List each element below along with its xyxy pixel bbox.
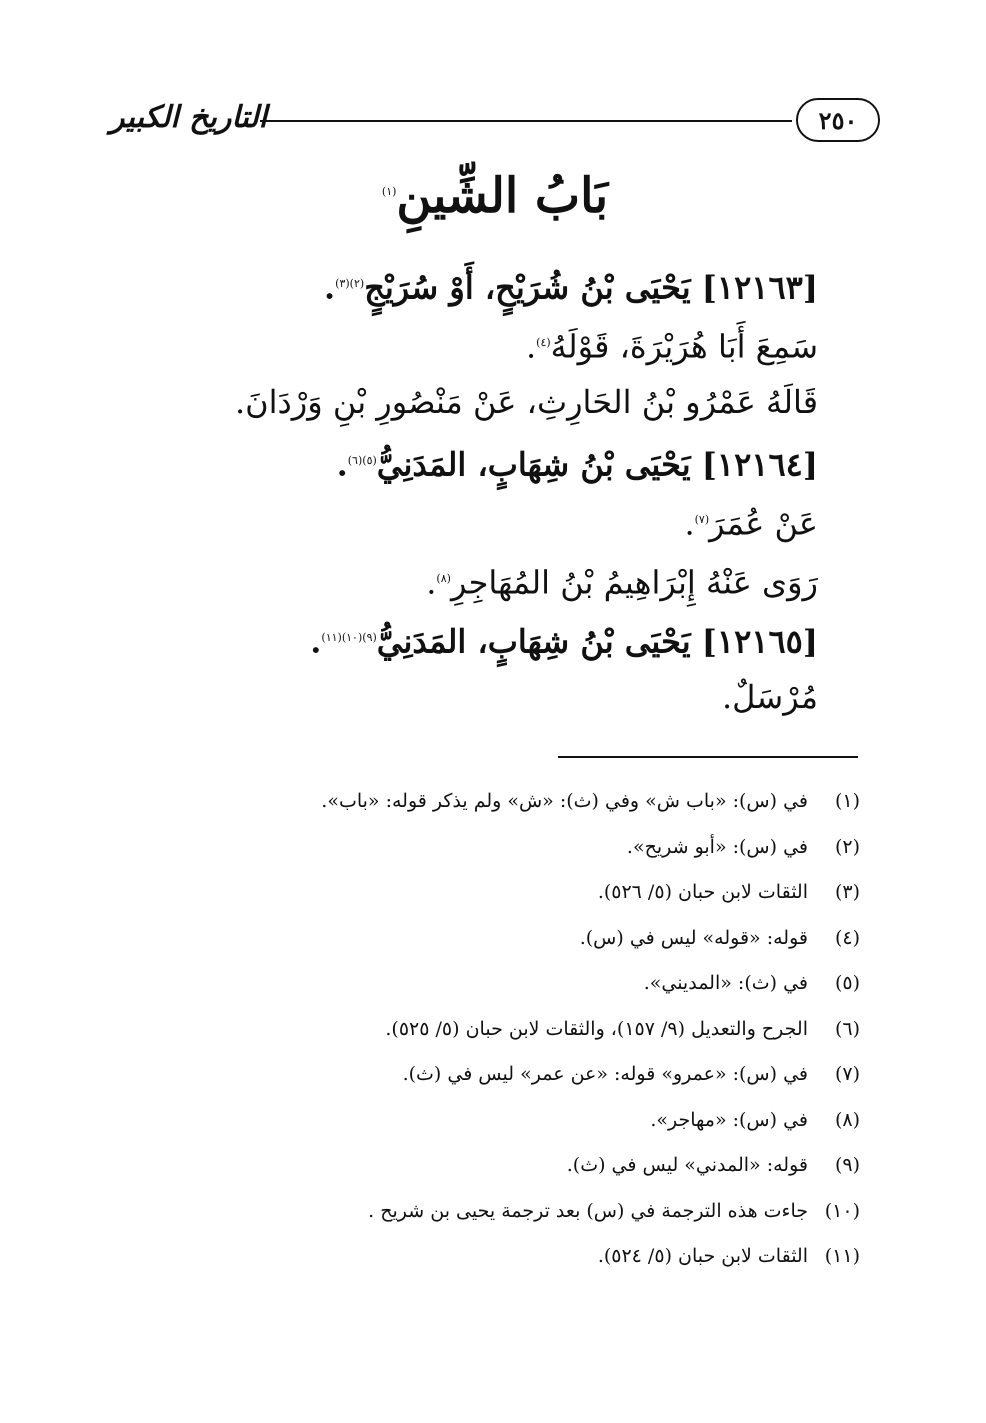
footnote	[300, 968, 860, 1014]
footnote-mark: (٤)	[536, 336, 551, 349]
footnote-text: في (س): «مهاجر».	[650, 1108, 808, 1131]
footnote	[300, 1150, 860, 1196]
footnote	[300, 1059, 860, 1105]
footnote-text: جاءت هذه الترجمة في (س) بعد ترجمة يحيى بن شريح .	[368, 1199, 808, 1222]
footnote-number: (١٠)	[824, 1199, 860, 1222]
footnote	[300, 1014, 860, 1060]
footnote	[300, 1105, 860, 1151]
footnote	[300, 1196, 860, 1242]
footnote-mark: (٢)(٣)	[335, 277, 365, 290]
footnote-text: في (س): «عمرو» قوله: «عن عمر» ليس في (ث).	[402, 1063, 808, 1085]
text-line	[198, 435, 818, 494]
footnote-number: (٨)	[834, 1108, 860, 1131]
line-end: .	[324, 268, 336, 307]
line-end: .	[684, 504, 695, 543]
text-line	[198, 553, 818, 612]
chapter-title	[330, 168, 660, 224]
footnote	[300, 923, 860, 969]
line-end: .	[310, 622, 322, 661]
footnote-number: (٦)	[834, 1017, 860, 1040]
footnote-text: في (س): «باب ش» وفي (ث): «ش» ولم يذكر قوله: «باب».	[321, 790, 808, 812]
line-text: [١٢١٦٣] يَحْيَى بْنُ شُرَيْحٍ، أَوْ سُرَيْجٍ	[364, 268, 818, 307]
line-end: .	[336, 445, 348, 484]
footnote-number: (١)	[834, 790, 860, 812]
line-text: [١٢١٦٥] يَحْيَى بْنُ شِهَابٍ، المَدَنِيُّ	[376, 622, 818, 661]
footnote-number: (٤)	[834, 926, 860, 949]
footnote-mark: (٨)	[436, 572, 451, 585]
footnote-mark: (٩)(١٠)(١١)	[321, 631, 377, 644]
text-line	[198, 494, 818, 553]
line-text: [١٢١٦٤] يَحْيَى بْنُ شِهَابٍ، المَدَنِيُّ	[376, 445, 818, 484]
main-text	[198, 258, 818, 730]
page-header	[110, 98, 880, 146]
footnote	[300, 786, 860, 832]
line-text: عَنْ عُمَرَ	[709, 504, 818, 543]
footnotes	[300, 786, 860, 1287]
footnote	[300, 1241, 860, 1287]
footnote-number: (٧)	[834, 1063, 860, 1085]
footnote-text: قوله: «المدني» ليس في (ث).	[566, 1154, 808, 1176]
line-text: مُرْسَلٌ.	[721, 678, 818, 716]
footnote-number: (٢)	[834, 835, 860, 858]
chapter-title-text: بَابُ الشِّينِ	[396, 168, 609, 224]
text-line	[198, 612, 818, 671]
footnote-number: (١١)	[824, 1245, 860, 1267]
footnote-text: قوله: «قوله» ليس في (س).	[579, 926, 808, 949]
footnote-number: (٩)	[834, 1154, 860, 1176]
text-line	[198, 671, 818, 730]
text-line	[198, 258, 818, 317]
footnote-number: (٣)	[834, 881, 860, 903]
footnote	[300, 877, 860, 923]
footnote-text: في (س): «أبو شريح».	[626, 835, 808, 858]
text-line	[198, 376, 818, 435]
footnote-separator	[558, 756, 858, 758]
footnote-number: (٥)	[834, 972, 860, 994]
footnote	[300, 832, 860, 878]
footnote-mark: (٧)	[694, 513, 710, 526]
line-text: قَالَهُ عَمْرُو بْنُ الحَارِثِ، عَنْ مَنْصُورِ بْنِ وَرْدَانَ.	[234, 383, 818, 421]
line-text: سَمِعَ أَبَا هُرَيْرَةَ، قَوْلَهُ	[550, 327, 818, 366]
line-end: .	[426, 563, 437, 602]
text-line	[198, 317, 818, 376]
footnote-text: الثقات لابن حبان (٥/ ٥٢٦).	[597, 881, 808, 903]
footnote-text: الجرح والتعديل (٩/ ١٥٧)، والثقات لابن حبان (٥/ ٥٢٥).	[385, 1017, 808, 1040]
book-title: التاريخ الكبير	[110, 100, 268, 135]
page-number-badge: ٢٥٠	[796, 98, 880, 142]
line-text: رَوَى عَنْهُ إِبْرَاهِيمُ بْنُ المُهَاجِرِ	[450, 563, 818, 602]
chapter-footnote-mark: (١)	[381, 185, 397, 198]
line-end: .	[525, 327, 537, 366]
header-rule	[260, 120, 792, 122]
footnote-text: الثقات لابن حبان (٥/ ٥٢٤).	[597, 1245, 808, 1267]
footnote-mark: (٥)(٦)	[347, 454, 377, 467]
footnote-text: في (ث): «المديني».	[643, 972, 808, 994]
